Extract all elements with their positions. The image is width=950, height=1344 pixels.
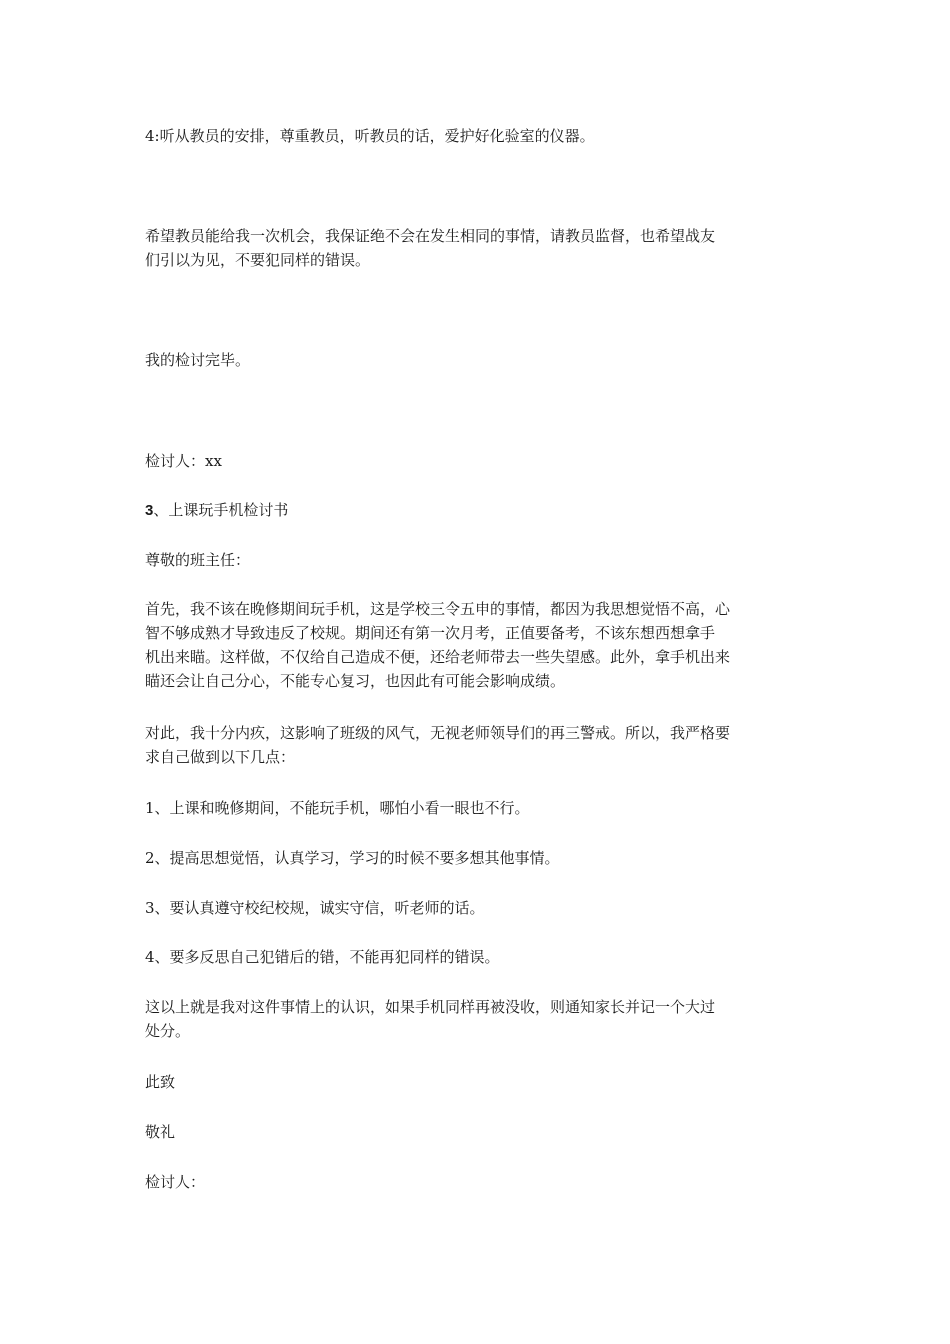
paragraph-line: 瞄还会让自己分心，不能专心复习，也因此有可能会影响成绩。 (145, 672, 566, 690)
list-item-text: 3、要认真遵守校纪校规，诚实守信，听老师的话。 (145, 899, 485, 917)
list-item (145, 945, 810, 969)
paragraph-line: 首先，我不该在晚修期间玩手机，这是学校三令五申的事情，都因为我思想觉悟不高，心 (145, 600, 731, 618)
paragraph-line: 此致 (145, 1073, 176, 1091)
closing-salutation (145, 1070, 810, 1094)
paragraph-line: 求自己做到以下几点： (145, 748, 296, 766)
list-item-text: 4、要多反思自己犯错后的错，不能再犯同样的错误。 (145, 948, 500, 966)
list-item (145, 896, 810, 920)
paragraph-hope (145, 224, 810, 272)
paragraph-regret (145, 721, 810, 769)
paragraph-line: 希望教员能给我一次机会，我保证绝不会在发生相同的事情，请教员监督，也希望战友 (145, 227, 716, 245)
list-item-text: 2、提高思想觉悟，认真学习，学习的时候不要多想其他事情。 (145, 849, 560, 867)
paragraph-line: 对此，我十分内疚，这影响了班级的风气，无视老师领导们的再三警戒。所以，我严格要 (145, 724, 731, 742)
paragraph-line: 我的检讨完毕。 (145, 351, 251, 369)
paragraph-final (145, 995, 810, 1043)
paragraph-line: 4:听从教员的安排，尊重教员，听教员的话，爱护好化验室的仪器。 (145, 127, 595, 145)
section-title: 、上课玩手机检讨书 (153, 501, 289, 519)
list-item-text: 1、上课和晚修期间，不能玩手机，哪怕小看一眼也不行。 (145, 799, 530, 817)
paragraph-end (145, 348, 810, 372)
salutation (145, 548, 810, 572)
section-number: 3 (145, 502, 154, 519)
paragraph-line: 检讨人：xx (145, 452, 222, 470)
paragraph-line: 检讨人： (145, 1173, 206, 1191)
paragraph-line: 敬礼 (145, 1123, 176, 1141)
paragraph-line: 智不够成熟才导致违反了校规。期间还有第一次月考，正值要备考，不该东想西想拿手 (145, 624, 716, 642)
section-heading-line (145, 498, 810, 523)
paragraph-first (145, 597, 810, 693)
paragraph-line: 尊敬的班主任： (145, 551, 251, 569)
paragraph-line: 处分。 (145, 1022, 191, 1040)
paragraph-line: 机出来瞄。这样做，不仅给自己造成不便，还给老师带去一些失望感。此外，拿手机出来 (145, 648, 731, 666)
list-item (145, 846, 810, 870)
section-heading (145, 498, 810, 523)
signer-previous (145, 449, 810, 473)
signer (145, 1170, 810, 1194)
paragraph-item-4 (145, 124, 810, 148)
paragraph-line: 们引以为见，不要犯同样的错误。 (145, 251, 371, 269)
paragraph-line: 这以上就是我对这件事情上的认识，如果手机同样再被没收，则通知家长并记一个大过 (145, 998, 716, 1016)
closing-regards (145, 1120, 810, 1144)
list-item (145, 796, 810, 820)
